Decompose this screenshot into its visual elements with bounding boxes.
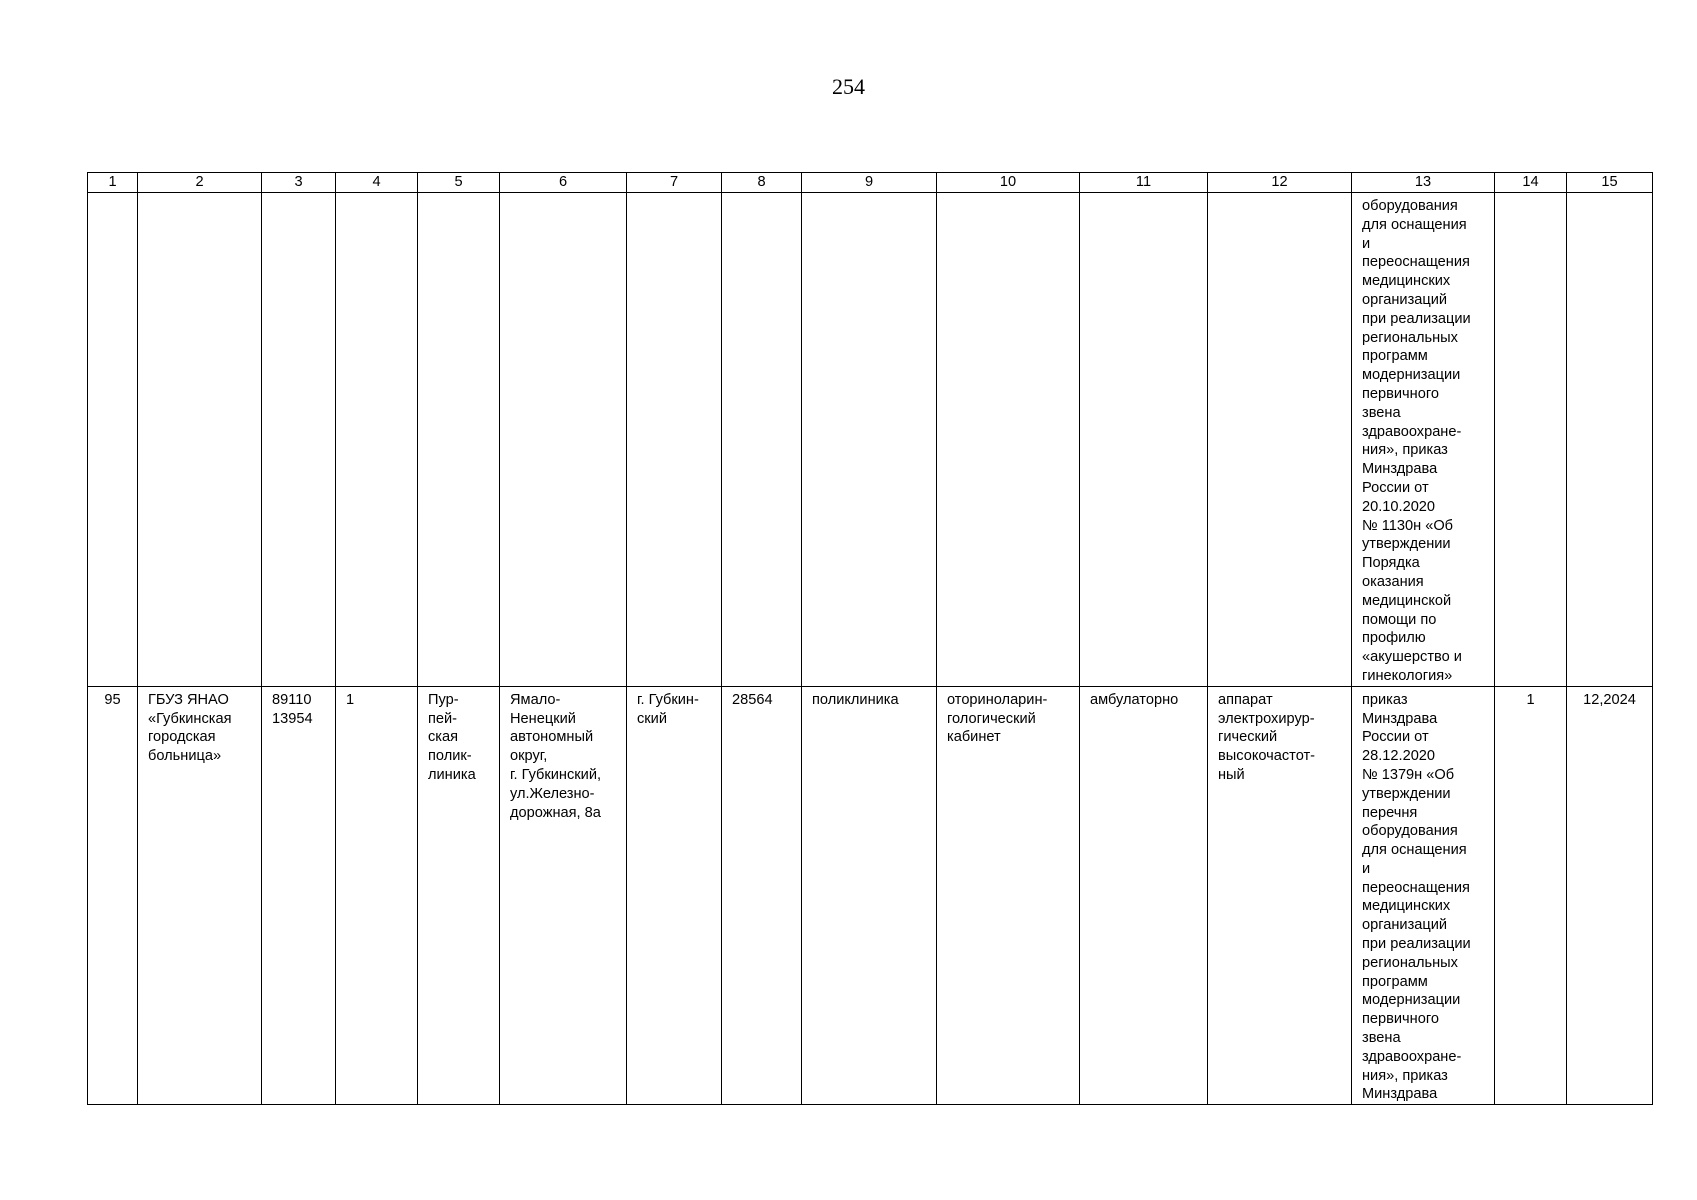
table-cell-number: 95 <box>88 686 138 1105</box>
table-cell <box>262 193 336 687</box>
table-row <box>88 686 1653 1105</box>
equipment-table <box>87 172 1653 1105</box>
page-number: 254 <box>832 74 865 99</box>
column-header: 5 <box>418 173 500 193</box>
column-header: 13 <box>1352 173 1495 193</box>
table-row-continuation <box>88 193 1653 687</box>
table-cell-date: 12,2024 <box>1567 686 1653 1105</box>
table-cell <box>88 193 138 687</box>
table-cell-code: 89110 13954 <box>262 686 336 1105</box>
column-header: 8 <box>722 173 802 193</box>
table-cell-legal-basis: приказ Минздрава России от 28.12.2020 № 1379н «Об утверждении перечня оборудования для оснащения и переоснащения медицинских организаций при реализации региональных программ модернизации первичного звена здравоохране- ния», приказ Минздрава <box>1352 686 1495 1105</box>
table-cell: поликлиника <box>802 686 937 1105</box>
table-cell <box>500 193 627 687</box>
table-cell <box>138 193 262 687</box>
table-cell <box>1208 193 1352 687</box>
column-header: 2 <box>138 173 262 193</box>
table-cell <box>1080 193 1208 687</box>
header-row <box>88 173 1653 193</box>
table-cell <box>722 193 802 687</box>
table-cell-quantity: 1 <box>1495 686 1567 1105</box>
column-header: 7 <box>627 173 722 193</box>
column-header: 12 <box>1208 173 1352 193</box>
table-cell-address: Ямало- Ненецкий автономный округ, г. Губкинский, ул.Железно- дорожная, 8а <box>500 686 627 1105</box>
table-cell-equipment: аппарат электрохирур- гический высокочастот- ный <box>1208 686 1352 1105</box>
column-header: 9 <box>802 173 937 193</box>
table-cell-legal-basis: оборудования для оснащения и переоснащения медицинских организаций при реализации региональных программ модернизации первичного звена здравоохране- ния», приказ Минздрава России от 20.10.2020 № 1130н «Об утверждении Порядка оказания медицинской помощи по профилю «акушерство и гинекология» <box>1352 193 1495 687</box>
table-cell-cabinet: оториноларин- гологический кабинет <box>937 686 1080 1105</box>
column-header: 10 <box>937 173 1080 193</box>
table-cell <box>937 193 1080 687</box>
table-cell <box>336 193 418 687</box>
table-cell <box>1567 193 1653 687</box>
table-cell <box>627 193 722 687</box>
table-cell <box>1495 193 1567 687</box>
column-header: 6 <box>500 173 627 193</box>
column-header: 14 <box>1495 173 1567 193</box>
column-header: 4 <box>336 173 418 193</box>
table-cell <box>802 193 937 687</box>
table-cell: 1 <box>336 686 418 1105</box>
table-cell-care-type: амбулаторно <box>1080 686 1208 1105</box>
column-header: 3 <box>262 173 336 193</box>
table-cell: 28564 <box>722 686 802 1105</box>
table-cell-organization: ГБУЗ ЯНАО «Губкинская городская больница» <box>138 686 262 1105</box>
column-header: 15 <box>1567 173 1653 193</box>
column-header: 1 <box>88 173 138 193</box>
table-cell-subdivision: Пур- пей- ская полик- линика <box>418 686 500 1105</box>
table-cell-city: г. Губкин- ский <box>627 686 722 1105</box>
table-cell <box>418 193 500 687</box>
column-header: 11 <box>1080 173 1208 193</box>
